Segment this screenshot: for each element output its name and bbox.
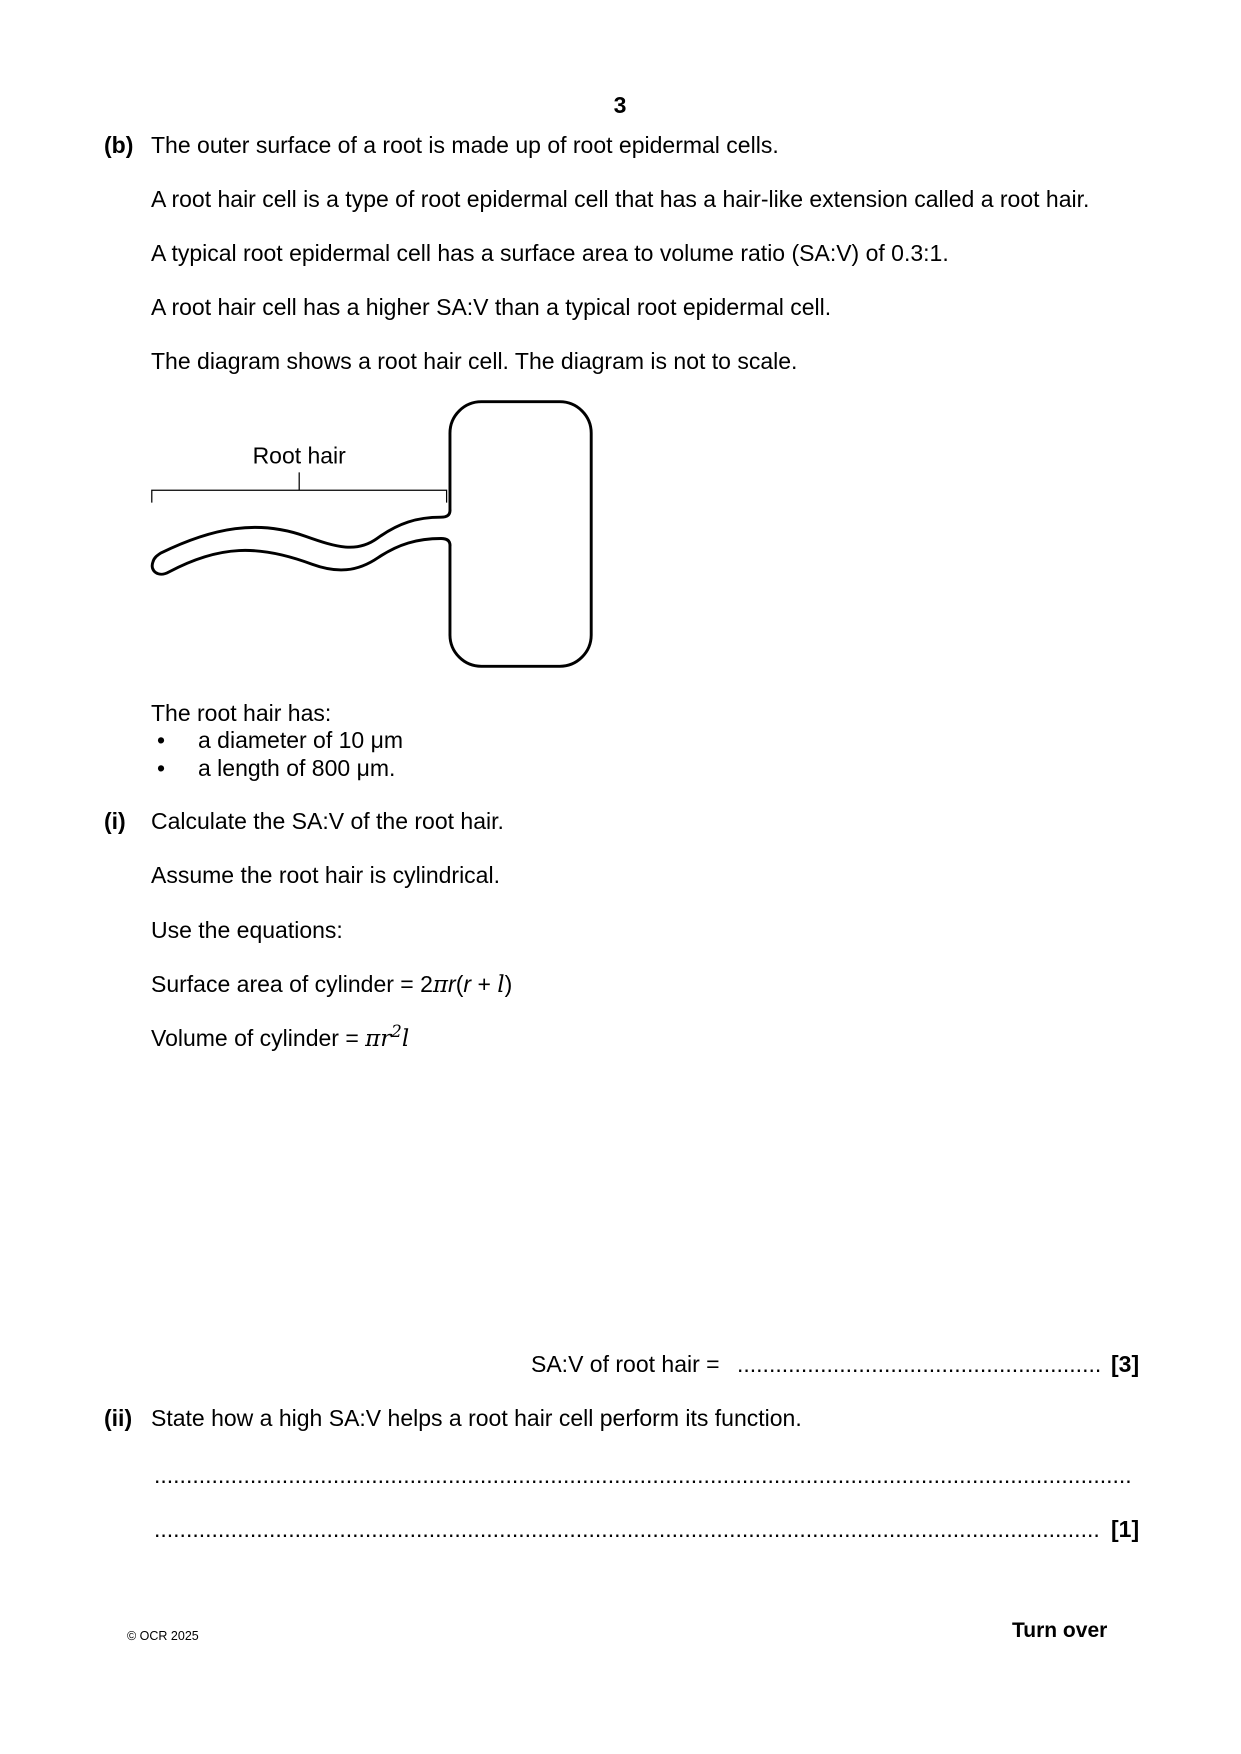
bullet-icon: • (157, 755, 166, 781)
surface-area-equation-text: Surface area of cylinder = 2 (151, 971, 433, 997)
radius-symbol: r (380, 1026, 392, 1052)
plus-sign: + (471, 971, 498, 997)
part-b-label: (b) (104, 132, 134, 158)
length-symbol: l (401, 1026, 410, 1052)
length-symbol: l (497, 972, 505, 998)
part-i-label: (i) (104, 808, 126, 834)
part-i-assumption: Assume the root hair is cylindrical. (151, 862, 500, 888)
root-hair-label: Root hair (252, 442, 346, 469)
exponent: 2 (391, 1021, 402, 1041)
page-number: 3 (613, 92, 627, 118)
root-hair (152, 510, 450, 574)
volume-equation (151, 1021, 410, 1053)
root-hair-intro: The root hair has: (151, 700, 332, 726)
bullet-diameter: a diameter of 10 μm (198, 727, 404, 753)
marks-badge: [1] (1111, 1516, 1140, 1542)
radius-symbol: r (463, 971, 472, 997)
paragraph-typical-sav: A typical root epidermal cell has a surface area to volume ratio (SA:V) of 0.3:1. (151, 240, 949, 266)
part-i-question: Calculate the SA:V of the root hair. (151, 808, 504, 834)
pi-symbol: π (432, 972, 449, 998)
answer-line: .................................................................................................................................................... (154, 1516, 1100, 1542)
paragraph-root-hair-cell-definition: A root hair cell is a type of root epidermal cell that has a hair-like extension called a root hair. (151, 186, 1090, 212)
paragraph-outer-surface: The outer surface of a root is made up of root epidermal cells. (151, 132, 779, 158)
answer-label: SA:V of root hair = (531, 1351, 720, 1377)
equations-intro: Use the equations: (151, 917, 343, 943)
copyright-notice: © OCR 2025 (127, 1629, 199, 1643)
root-hair-cell-diagram (146, 395, 597, 673)
open-paren: ( (455, 971, 464, 997)
bullet-icon: • (157, 727, 166, 753)
pi-symbol: π (365, 1026, 381, 1052)
radius-symbol: r (448, 971, 456, 997)
close-paren: ) (504, 971, 513, 997)
part-ii-question: State how a high SA:V helps a root hair cell perform its function. (151, 1405, 802, 1431)
cell-body (450, 402, 591, 667)
marks-badge: [3] (1111, 1351, 1140, 1377)
bullet-length: a length of 800 μm. (198, 755, 396, 781)
answer-line: ......................................................................................................................................................... (154, 1462, 1132, 1488)
volume-equation-text: Volume of cylinder = (151, 1025, 366, 1051)
paragraph-diagram-intro: The diagram shows a root hair cell. The diagram is not to scale. (151, 348, 798, 374)
turn-over-label: Turn over (1012, 1619, 1108, 1642)
root-hair-bracket (152, 472, 447, 502)
answer-line: ......................................................... (737, 1351, 1102, 1377)
part-ii-label: (ii) (104, 1405, 133, 1431)
surface-area-equation (151, 971, 512, 999)
paragraph-higher-sav: A root hair cell has a higher SA:V than a typical root epidermal cell. (151, 294, 832, 320)
